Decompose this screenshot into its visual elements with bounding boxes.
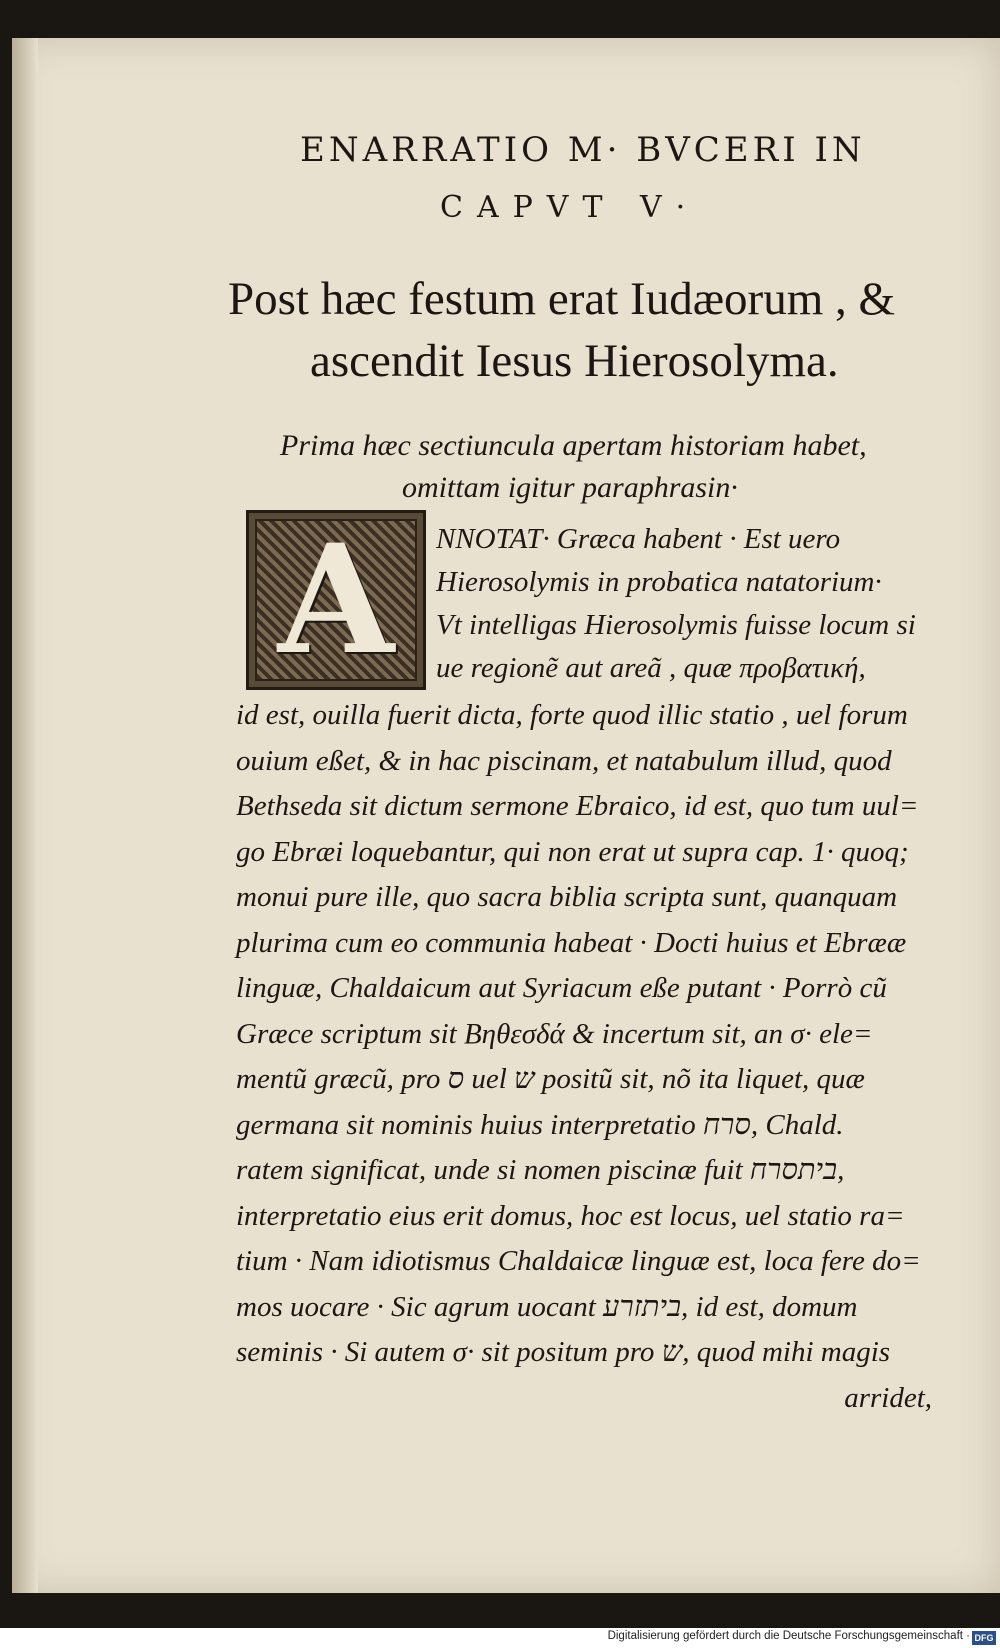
chapter-heading: CAPVT V· — [440, 190, 700, 225]
text-line: id est, ouilla fuerit dicta, forte quod illic statio , uel forum — [236, 699, 908, 731]
text-line: Bethseda sit dictum sermone Ebraico, id est, quo tum uul= — [236, 790, 919, 822]
text-line: ue regionẽ aut areã , quæ προβατική, — [436, 652, 866, 684]
text-line: go Ebræi loquebantur, qui non erat ut supra cap. 1· quoq; — [236, 835, 909, 868]
verse-line-2: ascendit Iesus Hierosolyma. — [310, 335, 839, 387]
text-line: interpretatio eius erit domus, hoc est locus, uel statio ra= — [236, 1199, 905, 1232]
text-line: Vt intelligas Hierosolymis fuisse locum si — [436, 609, 916, 641]
text-beside-initial — [436, 518, 936, 690]
initial-letter: A — [277, 512, 395, 688]
verse-line-1: Post hæc festum erat Iudæorum , & — [228, 273, 896, 325]
summary-line-1: Prima hæc sectiuncula apertam historiam habet, — [280, 429, 867, 462]
footer-credit: Digitalisierung gefördert durch die Deutsche Forschungsgemeinschaft · — [607, 1630, 970, 1642]
text-line: plurima cum eo communia habeat · Docti huius et Ebrææ — [236, 926, 907, 959]
text-line: NNOTAT· Græca habent · Est uero — [436, 523, 841, 555]
summary-line-2: omittam igitur paraphrasin· — [402, 471, 738, 504]
text-line: mentũ græcũ, pro ס uel ש positũ sit, nõ ita liquet, quæ — [236, 1063, 865, 1095]
text-line: Græce scriptum sit Βηθεσδά & incertum sit, an σ· ele= — [236, 1017, 873, 1050]
page-gutter-edge — [12, 38, 38, 1593]
section-summary — [280, 425, 900, 509]
text-line: Hierosolymis in probatica natatorium· — [436, 566, 882, 598]
body-text — [236, 693, 936, 1421]
text-line: ratem significat, unde si nomen piscinæ fuit ביתסרח, — [236, 1154, 845, 1186]
text-line: mos uocare · Sic agrum uocant ביתזרע, id est, domum — [236, 1290, 858, 1323]
text-line: monui pure ille, quo sacra biblia scripta sunt, quanquam — [236, 881, 898, 913]
text-line: linguæ, Chaldaicum aut Syriacum eße putant · Porrò cũ — [236, 972, 887, 1004]
verse-heading — [228, 268, 928, 392]
decorated-initial — [246, 510, 426, 690]
text-line: ouium eßet, & in hac piscinam, et natabulum illud, quod — [236, 744, 892, 777]
text-line: seminis · Si autem σ· sit positum pro ש, quod mihi magis — [236, 1336, 891, 1368]
dfg-logo: DFG — [972, 1631, 996, 1645]
text-line: tium · Nam idiotismus Chaldaicæ linguæ est, loca fere do= — [236, 1245, 921, 1277]
catchword: arridet, — [844, 1381, 932, 1414]
text-line: germana sit nominis huius interpretatio סרח, Chald. — [236, 1108, 844, 1141]
running-head: ENARRATIO M· BVCERI IN — [300, 130, 866, 170]
